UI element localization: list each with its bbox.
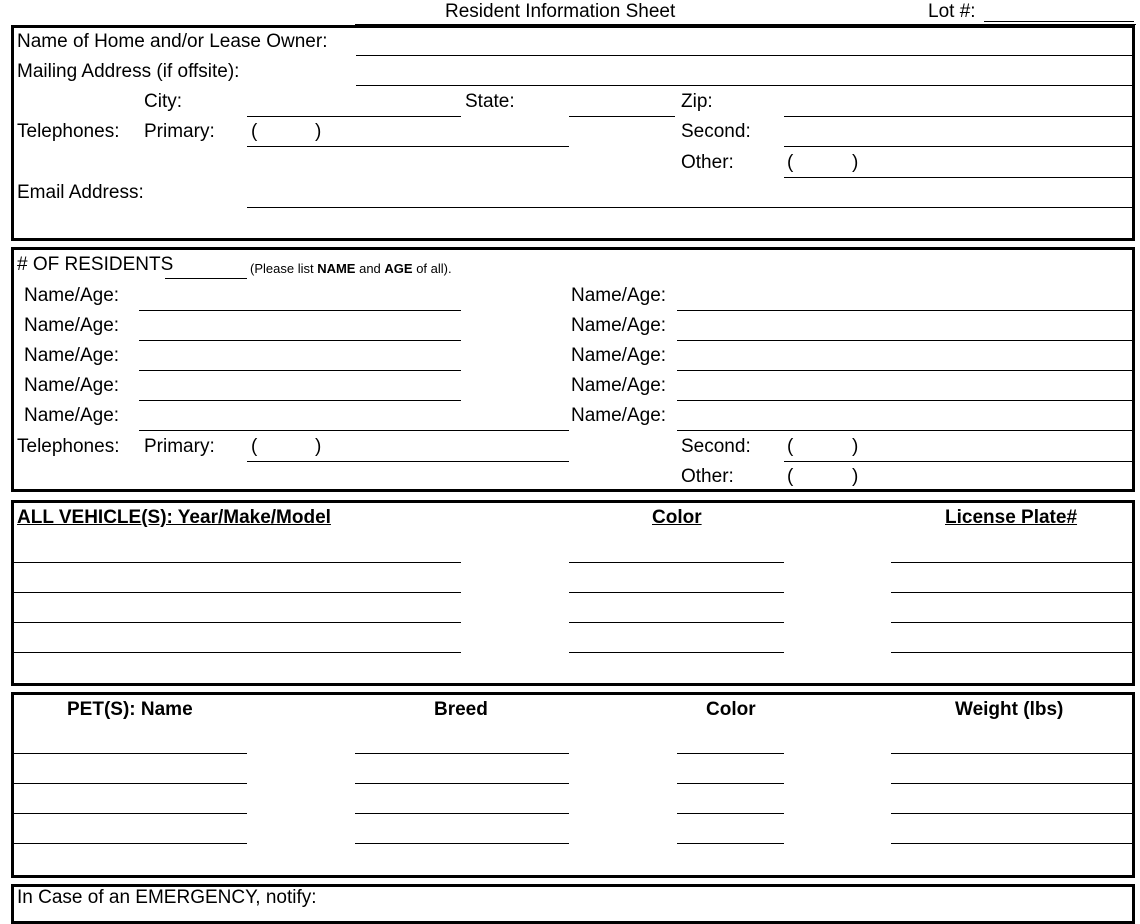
pet-name-line	[14, 843, 247, 844]
resident-count-input[interactable]	[170, 256, 244, 276]
name-age-label: Name/Age:	[571, 315, 667, 336]
name-age-label: Name/Age:	[571, 405, 667, 426]
vehicle-model-line	[14, 622, 461, 623]
owner-primary-paren-close: )	[315, 121, 322, 142]
residents-other-label: Other:	[681, 466, 734, 487]
owner-primary-input[interactable]	[330, 124, 566, 144]
residents-instructions: (Please list NAME and AGE of all).	[250, 261, 452, 276]
pet-breed-line	[355, 843, 569, 844]
pet-name-header: PET(S): Name	[67, 699, 193, 720]
residents-second-line	[784, 461, 1132, 462]
state-input[interactable]	[572, 94, 672, 114]
vehicle-plate-line	[891, 652, 1132, 653]
residents-second-paren-open: (	[787, 436, 794, 457]
email-label: Email Address:	[17, 182, 144, 203]
state-line	[569, 116, 675, 117]
name-age-line	[139, 310, 461, 311]
owner-primary-label: Primary:	[144, 121, 215, 142]
name-age-input[interactable]	[681, 408, 1129, 428]
name-age-line	[139, 340, 461, 341]
vehicle-model-line	[14, 562, 461, 563]
zip-line	[784, 116, 1132, 117]
residents-primary-input[interactable]	[330, 439, 566, 459]
name-age-line	[677, 400, 1132, 401]
vehicle-color-line	[569, 622, 784, 623]
page-title: Resident Information Sheet	[445, 1, 676, 22]
name-age-label: Name/Age:	[24, 315, 120, 336]
residents-primary-label: Primary:	[144, 436, 215, 457]
vehicle-color-header: Color	[652, 507, 702, 528]
zip-label: Zip:	[681, 91, 713, 112]
name-age-input[interactable]	[143, 288, 458, 308]
name-age-line	[139, 370, 461, 371]
email-input[interactable]	[250, 185, 1128, 205]
owner-name-label: Name of Home and/or Lease Owner:	[17, 31, 328, 52]
owner-other-input[interactable]	[866, 155, 1128, 175]
owner-primary-paren-open: (	[251, 121, 258, 142]
name-age-input[interactable]	[143, 318, 458, 338]
city-label: City:	[144, 91, 182, 112]
pet-breed-line	[355, 813, 569, 814]
owner-name-line	[356, 55, 1132, 56]
name-age-label: Name/Age:	[571, 375, 667, 396]
vehicle-model-line	[14, 592, 461, 593]
vehicle-color-line	[569, 592, 784, 593]
vehicle-plate-line	[891, 622, 1132, 623]
name-age-line	[139, 430, 569, 431]
resident-count-line	[165, 278, 247, 279]
owner-second-input[interactable]	[788, 124, 1128, 144]
residents-second-input[interactable]	[866, 439, 1128, 459]
pet-color-line	[677, 843, 784, 844]
pet-breed-header: Breed	[434, 699, 488, 720]
emergency-label: In Case of an EMERGENCY, notify:	[17, 887, 317, 908]
vehicle-plate-line	[891, 562, 1132, 563]
name-age-input[interactable]	[143, 348, 458, 368]
mailing-address-input[interactable]	[360, 63, 1130, 83]
residents-primary-paren-open: (	[251, 436, 258, 457]
name-age-line	[677, 430, 1132, 431]
pet-color-line	[677, 813, 784, 814]
owner-other-line	[784, 177, 1132, 178]
residents-second-label: Second:	[681, 436, 751, 457]
owner-name-input[interactable]	[360, 33, 1130, 53]
name-age-line	[139, 400, 461, 401]
owner-other-paren-close: )	[852, 152, 859, 173]
name-age-line	[677, 310, 1132, 311]
owner-other-paren-open: (	[787, 152, 794, 173]
residents-primary-paren-close: )	[315, 436, 322, 457]
pet-weight-line	[891, 753, 1132, 754]
residents-other-input[interactable]	[866, 468, 1128, 488]
pet-name-line	[14, 813, 247, 814]
name-age-label: Name/Age:	[24, 345, 120, 366]
vehicle-model-line	[14, 652, 461, 653]
lot-field-line	[984, 21, 1134, 22]
owner-telephones-label: Telephones:	[17, 121, 120, 142]
resident-count-label: # OF RESIDENTS	[17, 254, 174, 275]
name-age-input[interactable]	[143, 378, 458, 398]
vehicle-plate-header: License Plate#	[945, 507, 1078, 528]
name-age-line	[677, 370, 1132, 371]
pet-weight-line	[891, 843, 1132, 844]
zip-input[interactable]	[788, 94, 1128, 114]
email-line	[247, 207, 1132, 208]
city-input[interactable]	[250, 94, 458, 114]
name-age-label: Name/Age:	[24, 285, 120, 306]
pet-breed-line	[355, 753, 569, 754]
vehicle-color-line	[569, 562, 784, 563]
pet-color-line	[677, 753, 784, 754]
mailing-address-label: Mailing Address (if offsite):	[17, 61, 240, 82]
name-age-input[interactable]	[681, 318, 1129, 338]
residents-primary-line	[247, 461, 569, 462]
lot-label: Lot #:	[928, 1, 976, 22]
residents-other-paren-close: )	[852, 466, 859, 487]
pet-color-line	[677, 783, 784, 784]
name-age-input[interactable]	[681, 288, 1129, 308]
mailing-address-line	[356, 85, 1132, 86]
pet-weight-line	[891, 783, 1132, 784]
name-age-label: Name/Age:	[571, 345, 667, 366]
pet-name-line	[14, 783, 247, 784]
owner-primary-line	[247, 146, 569, 147]
name-age-input[interactable]	[143, 408, 563, 428]
owner-second-label: Second:	[681, 121, 751, 142]
owner-other-label: Other:	[681, 152, 734, 173]
pet-color-header: Color	[706, 699, 756, 720]
residents-telephones-label: Telephones:	[17, 436, 120, 457]
state-label: State:	[465, 91, 515, 112]
residents-other-paren-open: (	[787, 466, 794, 487]
name-age-label: Name/Age:	[24, 375, 120, 396]
name-age-line	[677, 340, 1132, 341]
name-age-input[interactable]	[681, 348, 1129, 368]
name-age-input[interactable]	[681, 378, 1129, 398]
pet-breed-line	[355, 783, 569, 784]
city-line	[247, 116, 461, 117]
name-age-label: Name/Age:	[571, 285, 667, 306]
vehicle-color-line	[569, 652, 784, 653]
owner-second-line	[784, 146, 1132, 147]
pet-weight-header: Weight (lbs)	[955, 699, 1064, 720]
lot-input[interactable]	[986, 1, 1131, 21]
vehicle-plate-line	[891, 592, 1132, 593]
pet-name-line	[14, 753, 247, 754]
residents-second-paren-close: )	[852, 436, 859, 457]
pet-weight-line	[891, 813, 1132, 814]
name-age-label: Name/Age:	[24, 405, 120, 426]
vehicle-model-header: ALL VEHICLE(S): Year/Make/Model	[17, 507, 331, 528]
